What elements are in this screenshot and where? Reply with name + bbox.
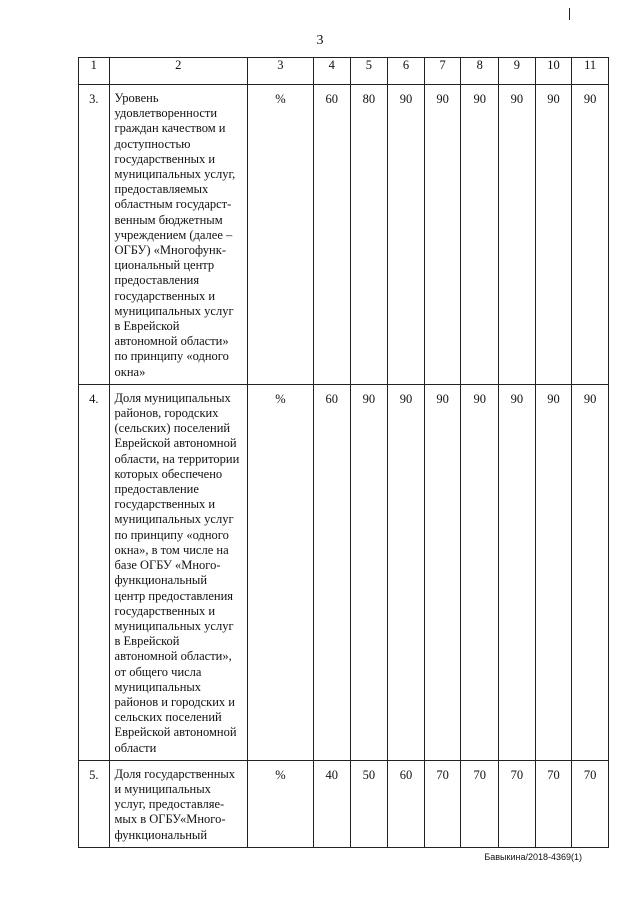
value-cell: 90 [535, 85, 572, 385]
row-number: 4. [79, 384, 110, 760]
description-line: области, на территории [114, 451, 240, 466]
description-line: Доля муниципальных [114, 390, 231, 405]
unit-cell: % [247, 85, 313, 385]
description-line: сельских поселений [114, 710, 222, 725]
header-cell: 7 [424, 58, 461, 85]
description-line: предоставления [114, 273, 200, 288]
description-line: учреждением (далее – [114, 227, 233, 242]
table-row [79, 760, 609, 847]
header-cell: 10 [535, 58, 572, 85]
description-line: областным государст- [114, 197, 232, 212]
value-cell: 90 [572, 384, 609, 760]
value-cell: 90 [350, 384, 388, 760]
description-line: ОГБУ) «Многофунк- [114, 243, 226, 258]
table-row [79, 85, 609, 385]
description-line: в Еврейской [114, 634, 180, 649]
description-line: области [114, 740, 157, 755]
description-line: мых в ОГБУ«Много- [114, 812, 226, 827]
value-cell: 70 [535, 760, 572, 847]
unit-cell: % [247, 384, 313, 760]
description-line: базе ОГБУ «Много- [114, 558, 221, 573]
value-cell: 70 [499, 760, 536, 847]
page-number: 3 [316, 33, 324, 48]
value-cell: 80 [350, 85, 388, 385]
value-cell: 60 [388, 760, 425, 847]
description-line: Уровень [114, 91, 159, 105]
description-line: и муниципальных [114, 781, 211, 796]
description-line: которых обеспечено [114, 466, 223, 481]
value-cell: 40 [313, 760, 350, 847]
description-line: Еврейской автономной [114, 436, 237, 451]
value-cell: 70 [424, 760, 461, 847]
description-line: по принципу «одного [114, 349, 229, 364]
description-line: услуг, предоставляе- [114, 797, 225, 812]
description-line: граждан качеством и [114, 121, 226, 136]
description-line: государственных и [114, 288, 216, 303]
value-cell: 60 [313, 85, 350, 385]
description-line: государственных и [114, 497, 216, 512]
description-line: муниципальных [114, 679, 202, 694]
value-cell: 90 [461, 384, 499, 760]
description-line: Доля государственных [114, 766, 236, 781]
description-line: государственных и [114, 603, 216, 618]
table-row [79, 384, 609, 760]
description-line: циональный центр [114, 258, 215, 273]
row-number: 5. [79, 760, 110, 847]
value-cell: 90 [535, 384, 572, 760]
header-cell: 2 [109, 58, 247, 85]
header-row [79, 58, 609, 85]
description-line: муниципальных услуг [114, 303, 234, 318]
description-line: окна», в том числе на [114, 542, 229, 557]
value-cell: 90 [424, 85, 461, 385]
header-cell: 11 [572, 58, 609, 85]
row-number: 3. [79, 85, 110, 385]
value-cell: 90 [424, 384, 461, 760]
value-cell: 90 [461, 85, 499, 385]
description-line: от общего числа [114, 664, 202, 679]
header-cell: 4 [313, 58, 350, 85]
value-cell: 70 [461, 760, 499, 847]
value-cell: 90 [388, 85, 425, 385]
indicators-table [78, 57, 609, 848]
document-reference: Бавыкина/2018-4369(1) [484, 852, 582, 862]
description-line: окна» [114, 364, 146, 379]
description-line: центр предоставления [114, 588, 234, 603]
header-cell: 9 [499, 58, 536, 85]
indicator-description [109, 85, 247, 385]
header-cell: 8 [461, 58, 499, 85]
description-line: венным бюджетным [114, 212, 223, 227]
description-line: предоставление [114, 482, 199, 497]
value-cell: 90 [572, 85, 609, 385]
description-line: (сельских) поселений [114, 421, 231, 436]
description-line: муниципальных услуг [114, 512, 234, 527]
description-line: районов, городских [114, 406, 219, 421]
value-cell: 90 [499, 384, 536, 760]
description-line: в Еврейской [114, 319, 180, 334]
description-line: предоставляемых [114, 182, 209, 197]
description-line: удовлетворенности [114, 106, 218, 121]
value-cell: 60 [313, 384, 350, 760]
header-cell: 6 [388, 58, 425, 85]
description-line: государственных и [114, 151, 216, 166]
description-line: функциональный [114, 827, 208, 842]
description-line: районов и городских и [114, 694, 235, 709]
header-cell: 5 [350, 58, 388, 85]
description-line: доступностью [114, 136, 191, 151]
indicator-description [109, 384, 247, 760]
value-cell: 90 [499, 85, 536, 385]
description-line: автономной области», [114, 649, 232, 664]
corner-mark [569, 8, 570, 20]
unit-cell: % [247, 760, 313, 847]
description-line: функциональный [114, 573, 208, 588]
description-line: Еврейской автономной [114, 725, 237, 740]
indicator-description [109, 760, 247, 847]
value-cell: 70 [572, 760, 609, 847]
description-line: муниципальных услуг [114, 618, 234, 633]
header-cell: 1 [79, 58, 110, 85]
description-line: автономной области» [114, 334, 229, 349]
header-cell: 3 [247, 58, 313, 85]
description-line: муниципальных услуг, [114, 167, 236, 182]
value-cell: 90 [388, 384, 425, 760]
description-line: по принципу «одного [114, 527, 229, 542]
value-cell: 50 [350, 760, 388, 847]
